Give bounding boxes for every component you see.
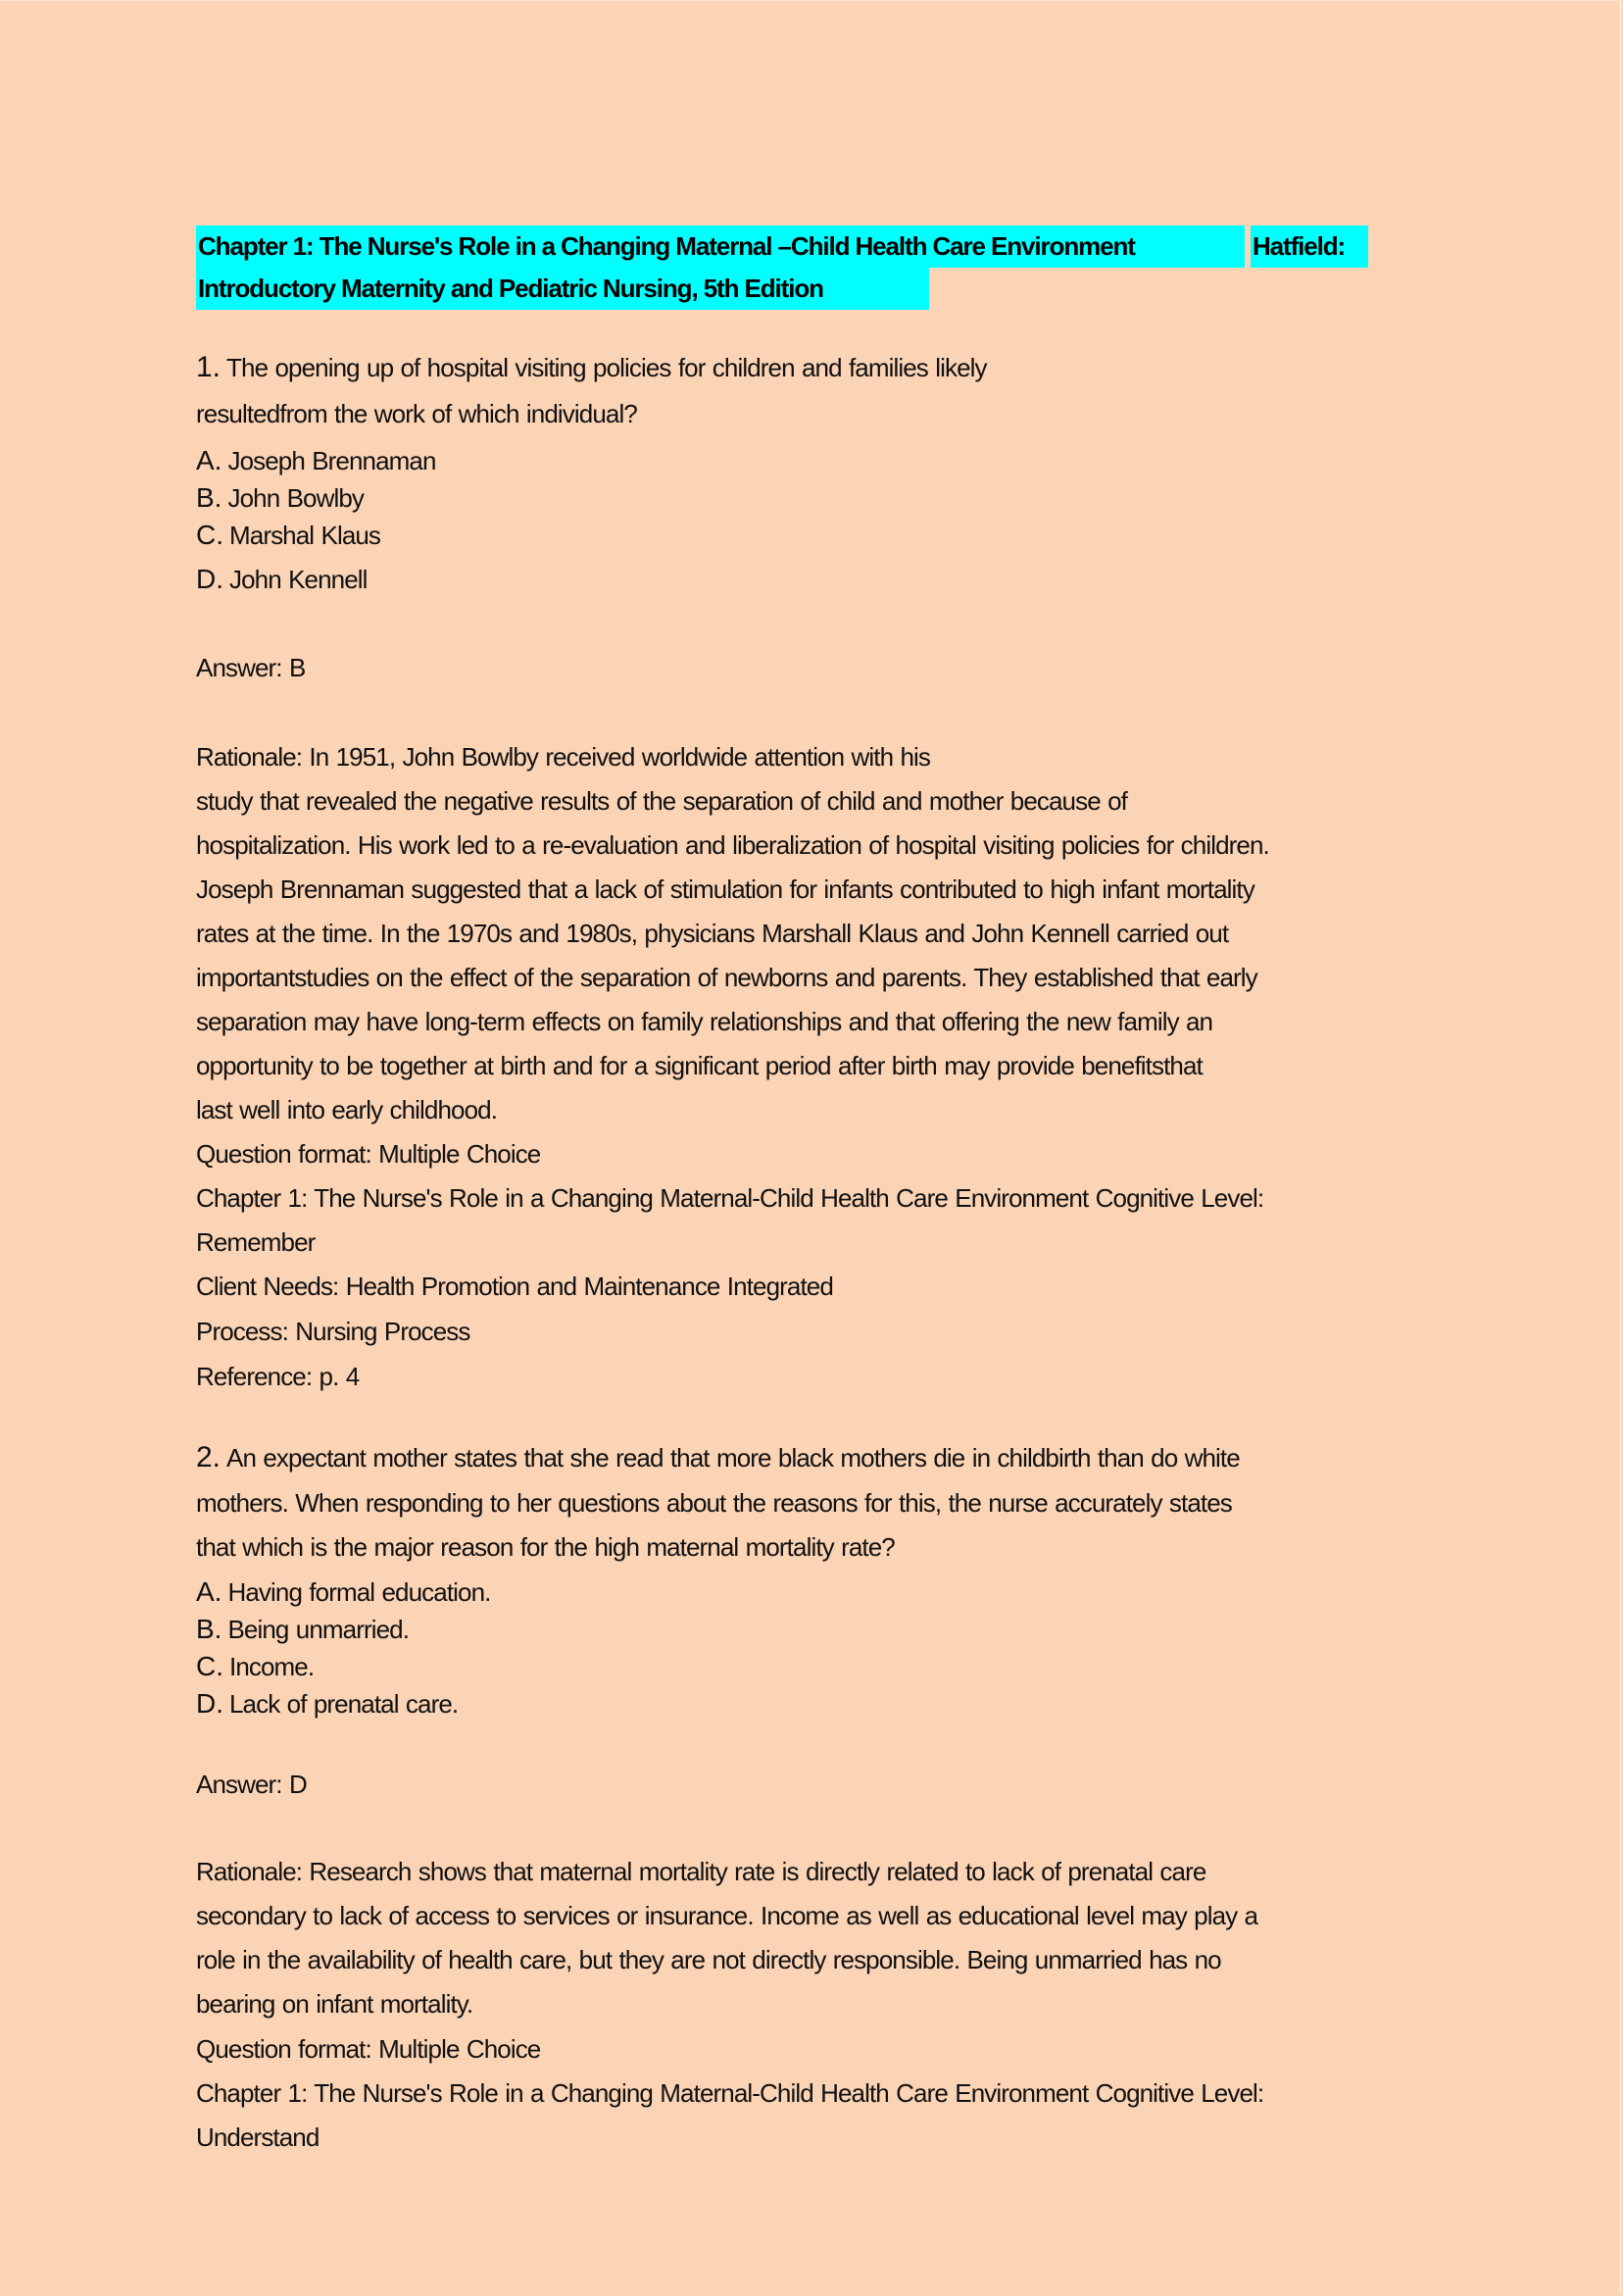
book-author-highlight [1251, 225, 1368, 268]
question-2-rationale-line: bearing on infant mortality. [196, 1989, 473, 2019]
question-1-option-a: A. Joseph Brennaman [196, 445, 436, 475]
question-1-rationale-line: Joseph Brennaman suggested that a lack of stimulation for infants contributed to high infant mortality [196, 874, 1254, 904]
question-2-rationale-line: role in the availability of health care, but they are not directly responsible. Being unmarried has no [196, 1945, 1221, 1974]
question-1-stem-line-2: resultedfrom the work of which individual? [196, 399, 637, 428]
question-1-rationale-line: separation may have long-term effects on family relationships and that offering the new family an [196, 1007, 1213, 1036]
question-1-rationale-line: last well into early childhood. [196, 1095, 498, 1124]
question-2-chapter-cognitive: Chapter 1: The Nurse's Role in a Changing Maternal-Child Health Care Environment Cognitive Level: [196, 2078, 1264, 2108]
question-1-option-c: C. Marshal Klaus [196, 520, 381, 550]
chapter-title-highlight [196, 225, 1245, 268]
question-2-option-d: D. Lack of prenatal care. [196, 1688, 459, 1719]
question-2-option-c: C. Income. [196, 1651, 315, 1681]
question-2-stem-line-2: mothers. When responding to her questions about the reasons for this, the nurse accurately states [196, 1488, 1232, 1518]
book-title: Introductory Maternity and Pediatric Nursing, 5th Edition [198, 274, 823, 303]
question-1-option-b: B. John Bowlby [196, 482, 364, 513]
question-1-chapter-cognitive: Chapter 1: The Nurse's Role in a Changing Maternal-Child Health Care Environment Cognitive Level: [196, 1183, 1264, 1213]
question-2-rationale-line: Rationale: Research shows that maternal mortality rate is directly related to lack of prenatal care [196, 1857, 1206, 1886]
question-2-stem-line-3: that which is the major reason for the high maternal mortality rate? [196, 1532, 895, 1562]
question-1-rationale-line: Rationale: In 1951, John Bowlby received worldwide attention with his [196, 742, 931, 772]
question-1-option-d: D. John Kennell [196, 564, 368, 594]
question-2-rationale-line: secondary to lack of access to services or insurance. Income as well as educational level may play a [196, 1901, 1258, 1930]
question-number: 2. [196, 1441, 221, 1473]
question-number: 1. [196, 351, 221, 383]
chapter-title: Chapter 1: The Nurse's Role in a Changing Maternal –Child Health Care Environment [198, 231, 1135, 261]
question-2-option-a: A. Having formal education. [196, 1576, 491, 1607]
question-1-stem-line-1: 1. The opening up of hospital visiting policies for children and families likely [196, 351, 987, 383]
question-2-answer: Answer: D [196, 1770, 307, 1799]
book-author: Hatfield: [1253, 231, 1346, 261]
question-2-stem-line-1: 2. An expectant mother states that she read that more black mothers die in childbirth than do white [196, 1441, 1240, 1473]
question-1-client-needs: Client Needs: Health Promotion and Maintenance Integrated [196, 1272, 833, 1301]
question-2-option-b: B. Being unmarried. [196, 1614, 410, 1644]
question-1-format: Question format: Multiple Choice [196, 1139, 541, 1169]
question-1-reference: Reference: p. 4 [196, 1362, 360, 1391]
question-1-cognitive-level: Remember [196, 1227, 316, 1257]
question-2-cognitive-level: Understand [196, 2122, 320, 2152]
question-1-rationale-line: rates at the time. In the 1970s and 1980s, physicians Marshall Klaus and John Kennell carried out [196, 919, 1229, 948]
question-1-rationale-line: study that revealed the negative results of the separation of child and mother because of [196, 786, 1127, 816]
question-2-format: Question format: Multiple Choice [196, 2034, 541, 2064]
book-title-highlight [196, 268, 929, 310]
question-1-rationale-line: importantstudies on the effect of the separation of newborns and parents. They established that early [196, 963, 1257, 992]
question-1-answer: Answer: B [196, 653, 306, 682]
question-1-process: Process: Nursing Process [196, 1317, 470, 1346]
question-1-rationale-line: opportunity to be together at birth and for a significant period after birth may provide benefitsthat [196, 1051, 1203, 1080]
question-1-rationale-line: hospitalization. His work led to a re-evaluation and liberalization of hospital visiting policies for children. [196, 830, 1269, 860]
